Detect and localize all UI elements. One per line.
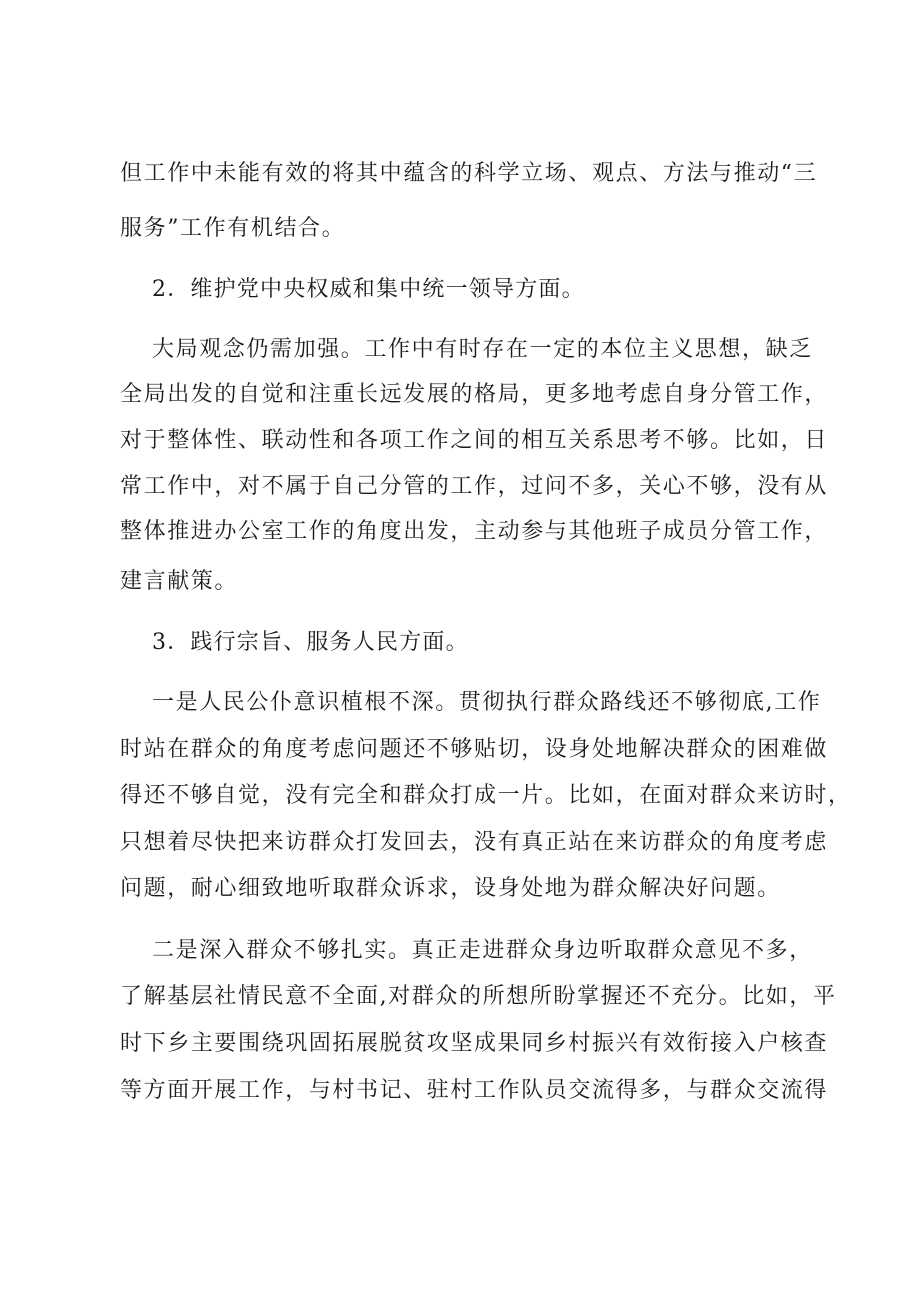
body-text-line: 常工作中，对不属于自己分管的工作，过问不多，关心不够，没有从 xyxy=(120,474,829,499)
body-text-line: 对于整体性、联动性和各项工作之间的相互关系思考不够。比如，日 xyxy=(120,428,829,453)
body-text-line: 整体推进办公室工作的角度出发，主动参与其他班子成员分管工作， xyxy=(120,519,829,544)
body-text-line: 时下乡主要围绕巩固拓展脱贫攻坚成果同乡村振兴有效衔接入户核查 xyxy=(120,1031,829,1056)
body-text-line: 服务”工作有机结合。 xyxy=(120,216,346,241)
section-heading-2: 2．维护党中央权威和集中统一领导方面。 xyxy=(152,277,585,302)
body-text-line: 全局出发的自觉和注重长远发展的格局，更多地考虑自身分管工作， xyxy=(120,382,829,407)
body-text-line: 了解基层社情民意不全面,对群众的所想所盼掌握还不充分。比如，平 xyxy=(120,984,837,1009)
body-text-line: 问题，耐心细致地听取群众诉求，设身处地为群众解决好问题。 xyxy=(120,876,781,901)
paragraph-first-line: 二是深入群众不够扎实。真正走进群众身边听取群众意见不多， xyxy=(152,938,813,963)
body-text-line: 只想着尽快把来访群众打发回去，没有真正站在来访群众的角度考虑 xyxy=(120,830,829,855)
body-text-line: 时站在群众的角度考虑问题还不够贴切，设身处地解决群众的困难做 xyxy=(120,737,829,762)
paragraph-first-line: 一是人民公仆意识植根不深。贯彻执行群众路线还不够彻底,工作 xyxy=(152,690,822,715)
body-text-line: 得还不够自觉，没有完全和群众打成一片。比如，在面对群众来访时， xyxy=(120,783,852,808)
section-heading-3: 3．践行宗旨、服务人民方面。 xyxy=(152,630,469,655)
body-text-line: 但工作中未能有效的将其中蕴含的科学立场、观点、方法与推动“三 xyxy=(120,161,818,186)
paragraph-first-line: 大局观念仍需加强。工作中有时存在一定的本位主义思想，缺乏 xyxy=(152,337,813,362)
body-text-line: 等方面开展工作，与村书记、驻村工作队员交流得多，与群众交流得 xyxy=(120,1078,829,1103)
body-text-line: 建言献策。 xyxy=(120,569,239,594)
